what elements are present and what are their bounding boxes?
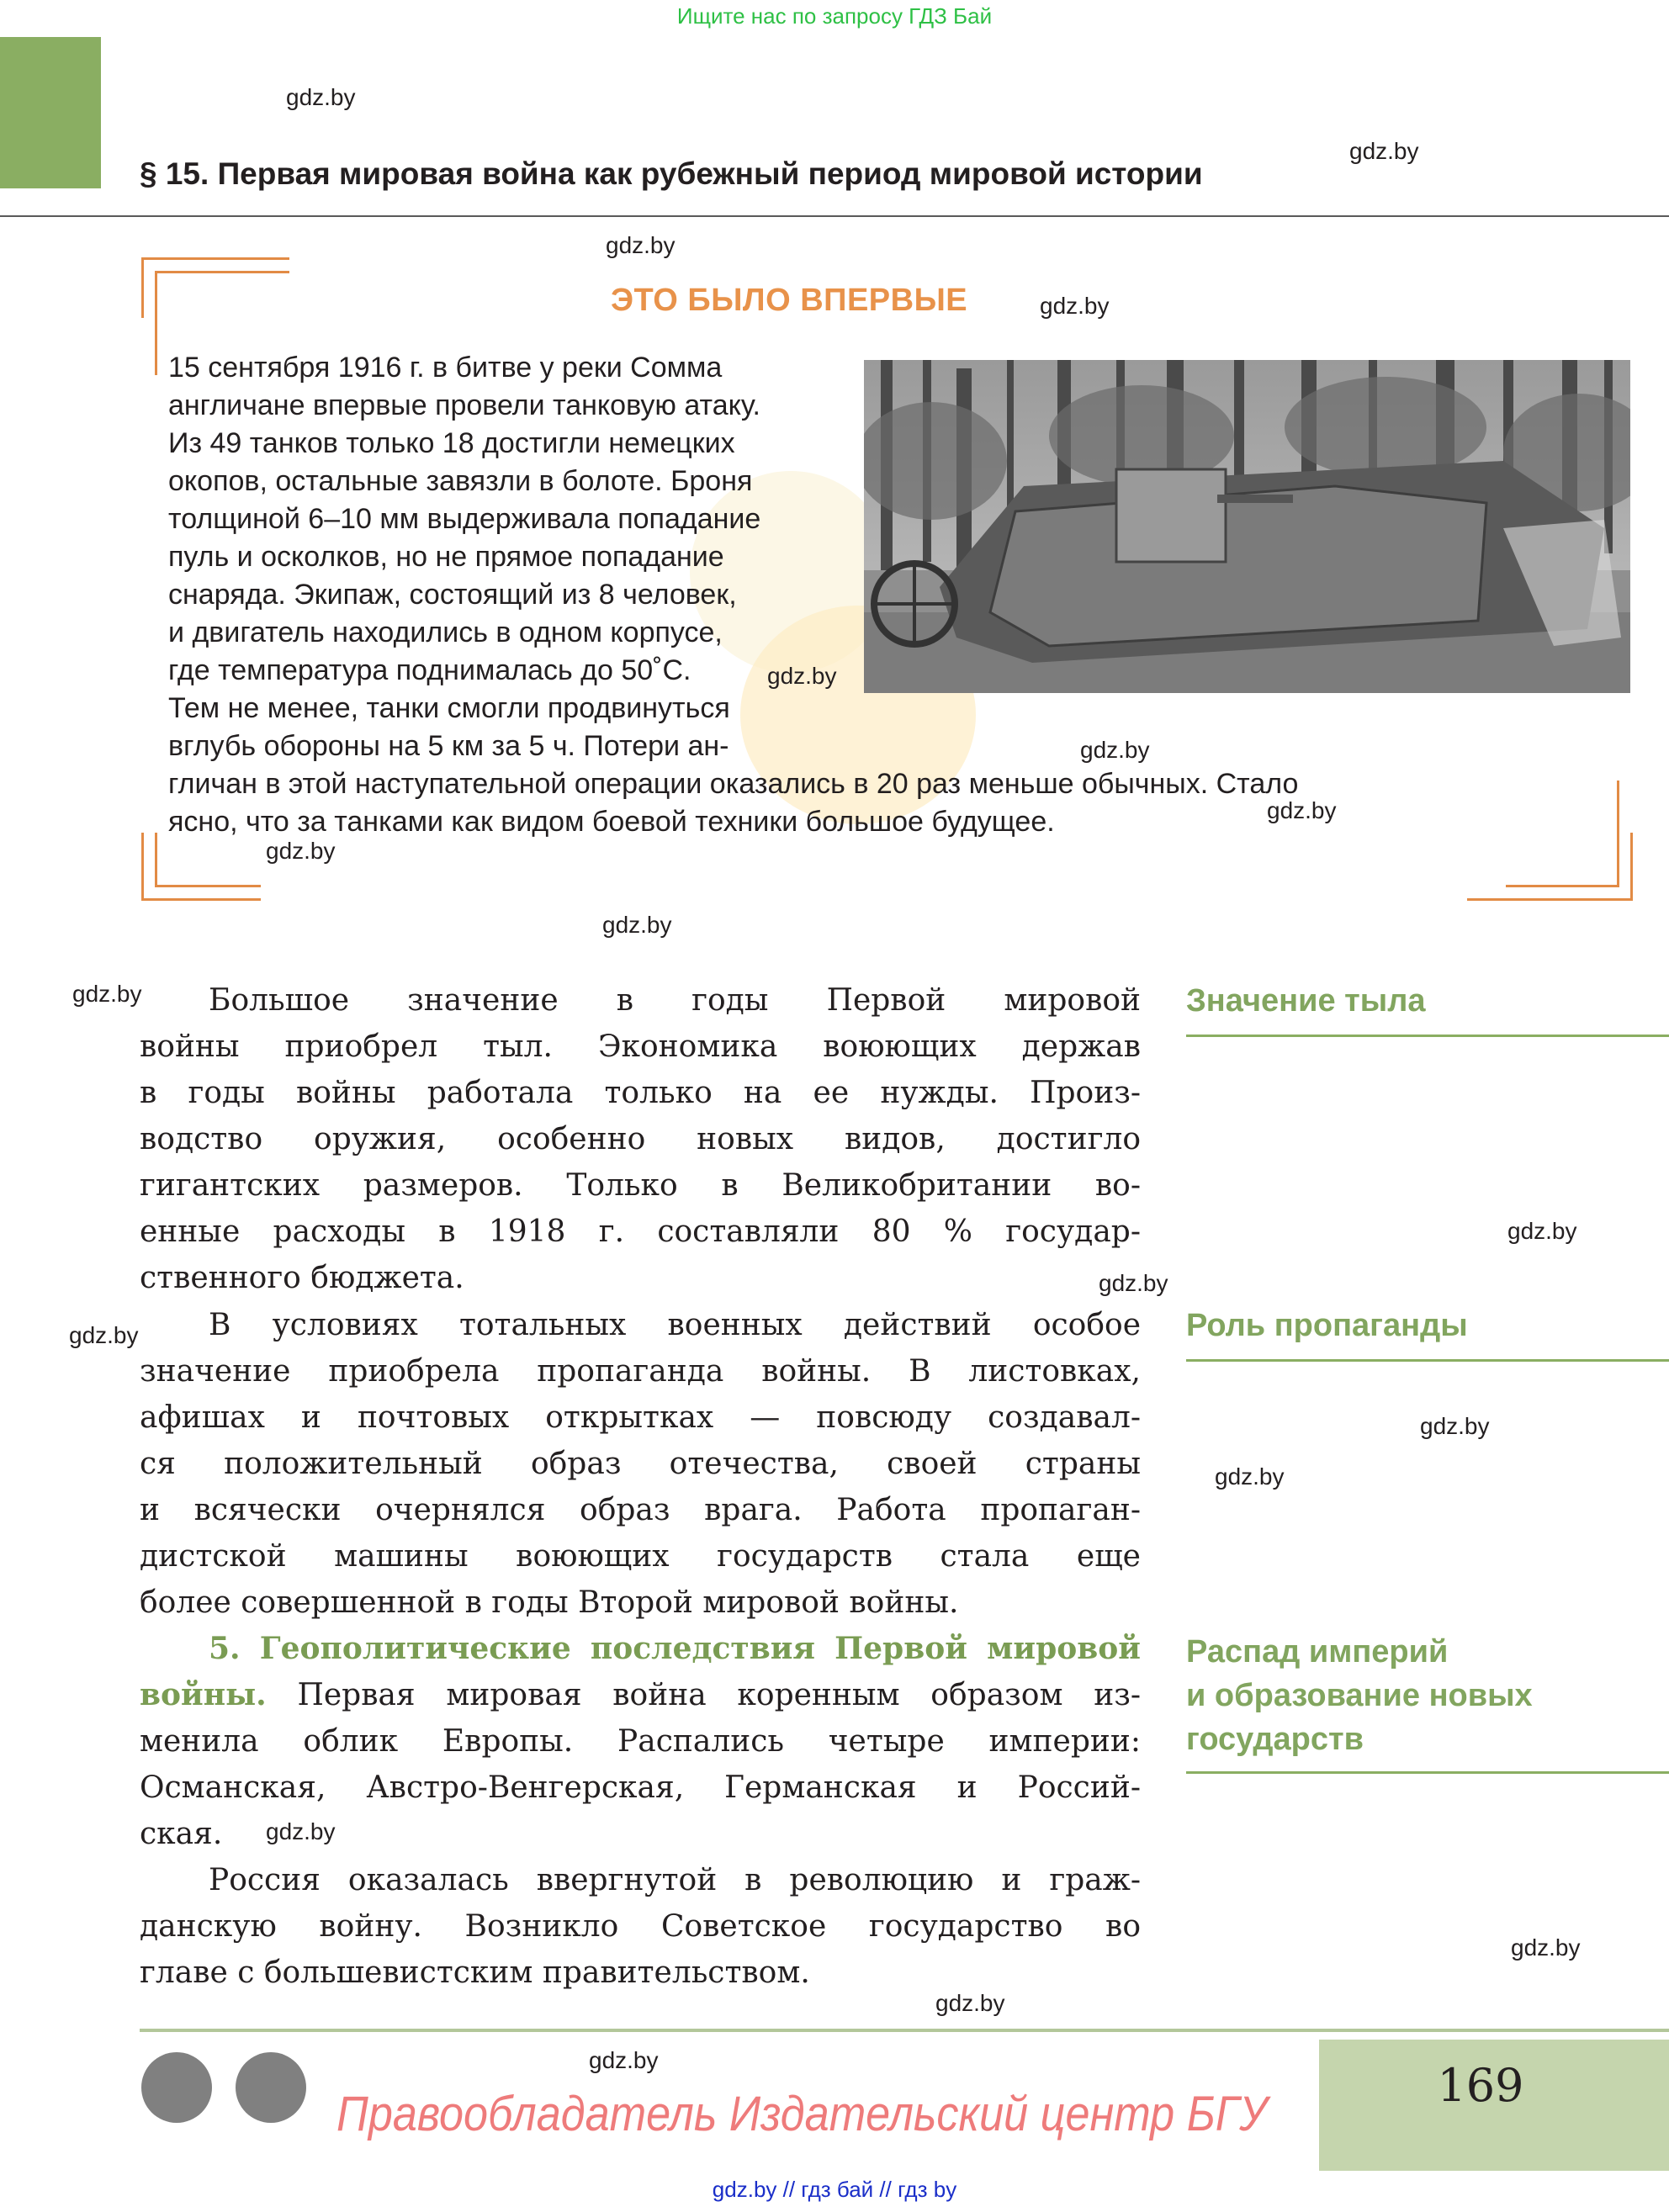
box-frame-top-left-inner bbox=[155, 271, 289, 273]
paragraph-russia bbox=[140, 1857, 1141, 1996]
watermark: gdz.by bbox=[72, 981, 142, 1007]
side-label-empires: Распад империй bbox=[1186, 1634, 1449, 1670]
text-line: Большое значение в годы Первой мировой bbox=[209, 983, 1141, 1018]
text-line: водство оружия, особенно новых видов, достигло bbox=[140, 1122, 1141, 1156]
text-line: и всячески очернялся образ врага. Работа пропаган- bbox=[140, 1493, 1141, 1527]
text-line: более совершенной в годы Второй мировой войны. bbox=[140, 1585, 959, 1620]
box-text-line: ясно, что за танками как видом боевой техники большое будущее. bbox=[168, 806, 1055, 838]
box-frame-bottom-right-inner-v bbox=[1617, 781, 1619, 886]
text-line: войны приобрел тыл. Экономика воюющих держав bbox=[140, 1029, 1141, 1064]
text-line: гигантских размеров. Только в Великобритании во- bbox=[140, 1168, 1141, 1203]
watermark: gdz.by bbox=[1511, 1934, 1581, 1961]
text-line: данскую войну. Возникло Советское государство во bbox=[140, 1909, 1141, 1944]
box-frame-top-left-outer bbox=[141, 257, 289, 260]
watermark: gdz.by bbox=[266, 838, 336, 864]
box-text-line: окопов, остальные завязли в болоте. Броня bbox=[168, 465, 753, 497]
side-label-rule bbox=[1186, 1035, 1669, 1037]
page-header-title: § 15. Первая мировая война как рубежный период мировой истории bbox=[140, 156, 1203, 191]
watermark: gdz.by bbox=[767, 663, 837, 689]
box-text-line: 15 сентября 1916 г. в битве у реки Сомма bbox=[168, 352, 723, 384]
side-label-rule bbox=[1186, 1359, 1669, 1362]
box-text-line: толщиной 6–10 мм выдерживала попадание bbox=[168, 503, 761, 535]
box-text-line: где температура поднималась до 50˚С. bbox=[168, 654, 691, 686]
box-frame-bottom-left-outer-v bbox=[141, 833, 144, 900]
header-divider bbox=[0, 215, 1669, 217]
watermark: gdz.by bbox=[286, 84, 356, 110]
box-frame-bottom-left-inner bbox=[155, 885, 261, 887]
chapter-color-tab bbox=[0, 37, 101, 188]
text-fragment: Первая мировая война коренным образом из- bbox=[297, 1678, 1142, 1712]
text-line: ся положительный образ отечества, своей страны bbox=[140, 1447, 1141, 1481]
text-line: значение приобрела пропаганда войны. В листовках, bbox=[140, 1354, 1141, 1389]
text-line: В условиях тотальных военных действий особое bbox=[209, 1308, 1141, 1342]
copyright-notice: Правообладатель Издательский центр БГУ bbox=[336, 2087, 1268, 2141]
paragraph-rear bbox=[140, 977, 1141, 1301]
watermark: gdz.by bbox=[1080, 737, 1150, 763]
text-line bbox=[140, 1672, 1141, 1718]
side-label-rule bbox=[1186, 1771, 1669, 1774]
watermark: gdz.by bbox=[606, 232, 676, 258]
watermark: gdz.by bbox=[935, 1990, 1005, 2016]
text-line: Османская, Австро-Венгерская, Германская и Россий- bbox=[140, 1770, 1141, 1805]
text-line: афишах и почтовых открытках — повсюду создавал- bbox=[140, 1400, 1141, 1435]
watermark: gdz.by bbox=[1267, 797, 1337, 823]
paragraph-propaganda bbox=[140, 1302, 1141, 1626]
watermark: gdz.by bbox=[602, 912, 672, 938]
box-text-line: Из 49 танков только 18 достигли немецких bbox=[168, 427, 735, 459]
box-frame-bottom-left-inner-v bbox=[155, 833, 157, 886]
watermark: gdz.by bbox=[1040, 293, 1110, 319]
text-line: ская. bbox=[140, 1817, 223, 1851]
watermark: gdz.by bbox=[266, 1818, 336, 1844]
box-frame-bottom-left-outer bbox=[141, 898, 261, 901]
text-line bbox=[140, 1626, 1141, 1672]
box-text-line: и двигатель находились в одном корпусе, bbox=[168, 617, 723, 648]
text-line: главе с большевистским правительством. bbox=[140, 1955, 810, 1990]
section-5-heading-end: войны. bbox=[140, 1677, 267, 1712]
text-line: енные расходы в 1918 г. составляли 80 % государ- bbox=[140, 1214, 1141, 1249]
side-label-empires: государств bbox=[1186, 1722, 1364, 1757]
text-line: дистской машины воюющих государств стала еще bbox=[140, 1539, 1141, 1574]
watermark: gdz.by bbox=[589, 2047, 659, 2073]
side-label-empires: и образование новых bbox=[1186, 1678, 1533, 1713]
text-line: в годы войны работала только на ее нужды. Произ- bbox=[140, 1076, 1141, 1110]
text-line: Россия оказалась ввергнутой в революцию и граж- bbox=[209, 1863, 1141, 1897]
watermark: gdz.by bbox=[69, 1322, 139, 1348]
decorative-circle bbox=[236, 2052, 306, 2123]
text-line: ственного бюджета. bbox=[140, 1261, 464, 1295]
box-text-line: гличан в этой наступательной операции оказались в 20 раз меньше обычных. Стало bbox=[168, 768, 1299, 800]
box-text-line: англичане впервые провели танковую атаку. bbox=[168, 389, 760, 421]
watermark: gdz.by bbox=[1215, 1463, 1285, 1490]
tank-photo bbox=[864, 360, 1630, 693]
search-hint-banner: Ищите нас по запросу ГДЗ Бай bbox=[676, 3, 993, 29]
section-5-heading: 5. Геополитические последствия Первой мировой bbox=[209, 1631, 1141, 1666]
box-text-line: вглубь обороны на 5 км за 5 ч. Потери ан- bbox=[168, 730, 729, 762]
watermark: gdz.by bbox=[1507, 1218, 1577, 1244]
decorative-circle bbox=[141, 2052, 212, 2123]
watermark: gdz.by bbox=[1099, 1270, 1168, 1296]
bottom-links: gdz.by // гдз бай // гдз by bbox=[712, 2177, 957, 2202]
box-text-line: пуль и осколков, но не прямое попадание bbox=[168, 541, 724, 573]
box-text-line: снаряда. Экипаж, состоящий из 8 человек, bbox=[168, 579, 737, 611]
text-line: менила облик Европы. Распались четыре империи: bbox=[140, 1724, 1141, 1759]
box-frame-top-left-outer-v bbox=[141, 257, 144, 318]
side-label-propaganda: Роль пропаганды bbox=[1186, 1308, 1468, 1343]
box-frame-bottom-right-inner bbox=[1506, 885, 1619, 887]
watermark: gdz.by bbox=[1349, 138, 1419, 164]
box-frame-top-left-inner-v bbox=[155, 271, 157, 375]
side-label-rear: Значение тыла bbox=[1186, 983, 1426, 1019]
box-text-line: Тем не менее, танки смогли продвинуться bbox=[168, 692, 730, 724]
box-frame-bottom-right-outer bbox=[1467, 898, 1633, 901]
footer-divider bbox=[140, 2029, 1669, 2032]
box-title: ЭТО БЫЛО ВПЕРВЫЕ bbox=[611, 283, 968, 318]
page-number: 169 bbox=[1437, 2059, 1524, 2112]
box-frame-bottom-right-outer-v bbox=[1630, 833, 1633, 900]
watermark: gdz.by bbox=[1420, 1413, 1490, 1439]
